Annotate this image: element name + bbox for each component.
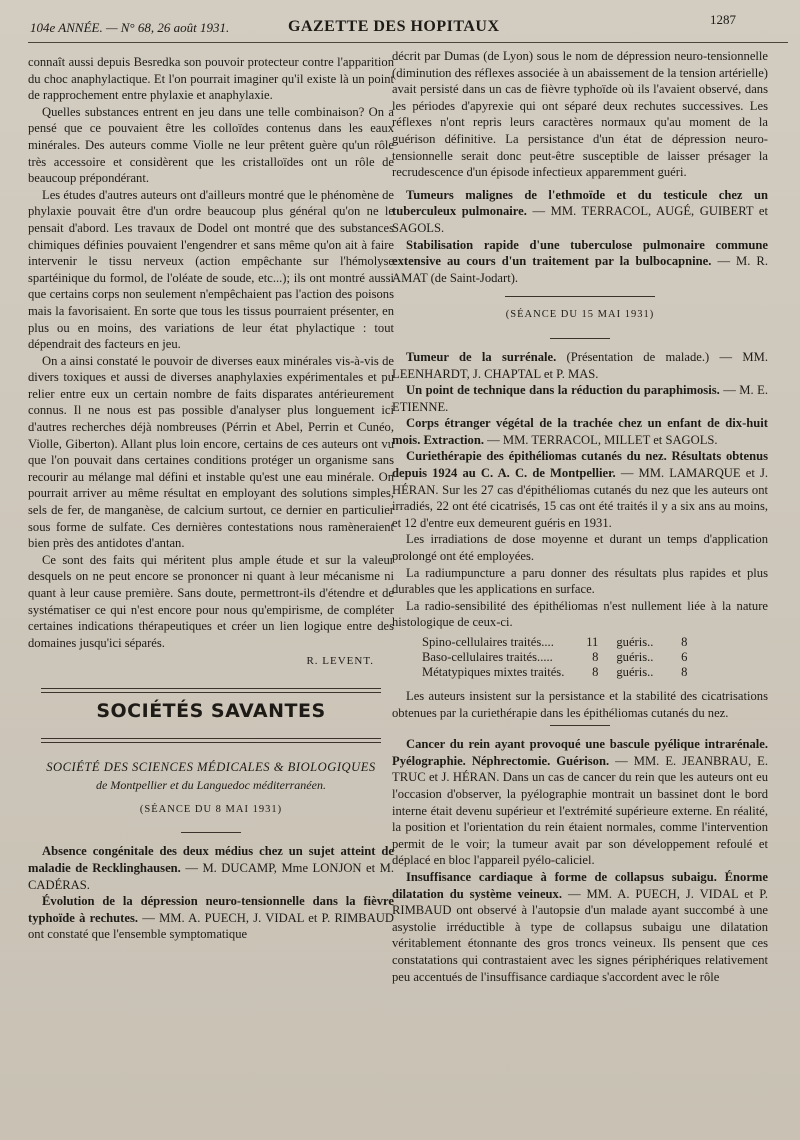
abstract-title: Un point de technique dans la réduction du paraphimosis. <box>406 383 720 398</box>
abstract <box>392 382 768 415</box>
abstract-authors: — MM. E. JEANBRAU, E. TRUC et J. HÉRAN. Dans un cas de cancer du rein que les auteurs ont eu l'occasion d'observer, la pyélographie montrait un bassinet dont le bord interne était devenu supérieur et l'extrémité supérieure externe. En réalité, la position et l'orientation du rein étaient normales, comme l'intervention permit de le voir; la tumeur avait par son développement refoulé et déplacé en bloc l'appareil pyélo-caliciel. <box>392 753 768 868</box>
seance-date: (SÉANCE DU 8 MAI 1931) <box>139 803 283 815</box>
issue-info: 104e ANNÉE. — N° 68, 26 août 1931. <box>30 20 230 35</box>
section-divider <box>41 738 381 743</box>
abstract <box>392 237 768 287</box>
abstract <box>392 349 768 382</box>
paragraph: La radiumpuncture a paru donner des résultats plus rapides et plus durables que les applications en surface. <box>392 565 768 597</box>
divider <box>181 832 241 833</box>
paragraph: décrit par Dumas (de Lyon) sous le nom de dépression neuro-tensionnelle (diminution des réflexes associée à un abaissement de la tension artérielle) avait persisté dans un cas de fièvre typhoïde où ils l'avaient observé, dans les périodes d'apyrexie qui ont séparé deux rechutes successives. Les réflexes n'ont repris leurs caractères normaux qu'au moment de la guérison définitive. La persistance d'un état de dépression neuro-tensionnelle serait donc peut-être susceptible de laisser présager la recrudescence d'un épisode infectieux apparemment guéri. <box>392 49 768 180</box>
paragraph: Les auteurs insistent sur la persistance et la stabilité des cicatrisations obtenues par la curiethérapie dans les épithéliomas cutanés du nez. <box>392 689 768 720</box>
journal-title: GAZETTE DES HOPITAUX <box>288 18 500 35</box>
paragraph: Les irradiations de dose moyenne et durant un temps d'application prolongé ont été employées. <box>392 532 768 564</box>
right-column <box>392 48 768 985</box>
abstract-title: Tumeurs malignes de l'ethmoïde et du testicule chez un tuberculeux pulmonaire. <box>392 187 768 219</box>
divider <box>505 296 655 297</box>
society-subtitle: de Montpellier et du Languedoc méditerranéen. <box>96 778 326 793</box>
abstract-authors: (Présentation de malade.) — MM. LEENHARDT, J. CHAPTAL et P. MAS. <box>392 349 768 381</box>
table-cell: 6 <box>681 650 688 664</box>
abstract <box>392 187 768 237</box>
table-row <box>422 665 705 680</box>
paragraph: On a ainsi constaté le pouvoir de diverses eaux minérales vis-à-vis de divers toxiques et aussi de diverses anaphylaxies expérimentales et pu relier entre eux un certain nombre de faits disparates antérieurement connus. Il ne nous est pas possible d'analyser plus longuement ici d'autres recherches déjà nombreuses (Pérrin et Abel, Perrin et Cunéo, Violle, Giberton). Allant plus loin encore, certains de ces auteurs ont vu que l'on pouvait dans certaines conditions protéger un organisme sans recourir au mélange mal défini et instable qu'est une eau minérale. On pourrait arriver au même résultat en employant des solutions simples, sels de fer, de manganèse, de calcium surtout, ce dernier en particulier sous forme de sulfate. Ces dernières contestations nous ramèneraient bien près des antidotes d'antan. <box>28 353 394 551</box>
abstract-authors: — MM. TERRACOL, MILLET et SAGOLS. <box>487 432 718 447</box>
abstract-title: Corps étranger végétal de la trachée chez un enfant de dix-huit mois. Extraction. <box>392 416 768 447</box>
abstract-title: Absence congénitale des deux médius chez un sujet atteint de maladie de Recklinghausen. <box>28 844 394 875</box>
abstract-authors: — M. E. ETIENNE. <box>392 383 768 414</box>
paragraph: connaît aussi depuis Besredka son pouvoir protecteur contre l'apparition du choc anaphylactique. Et l'on pourrait imaginer qu'il existe là un point de rapprochement entre phylaxie et anaphylaxie. <box>28 55 394 103</box>
abstract-title: Curiethérapie des épithéliomas cutanés du nez. Résultats obtenus depuis 1924 au C. A. C. de Montpellier. <box>392 449 768 481</box>
author-signature: R. LEVENT. <box>306 655 374 668</box>
abstract-authors: — M. DUCAMP, Mme LONJON et M. CADÉRAS. <box>28 860 394 892</box>
abstract-title: Cancer du rein ayant provoqué une bascule pyélique intrarénale. Pyélographie. Néphrectomie. Guérison. <box>392 737 768 768</box>
section-title: SOCIÉTÉS SAVANTES <box>96 699 326 722</box>
abstract-authors: — MM. TERRACOL, AUGÉ, GUIBERT et SAGOLS. <box>392 204 769 235</box>
abstract-authors: — M. R. AMAT (de Saint-Jodart). <box>392 254 768 285</box>
table-cell: Métatypiques mixtes traités. <box>422 665 565 679</box>
table-cell: guéris.. <box>616 635 654 649</box>
table-cell: 8 <box>681 635 688 649</box>
paragraph: La radio-sensibilité des épithéliomas n'est nullement liée à la nature histologique de ceux-ci. <box>392 598 768 630</box>
abstract-title: Stabilisation rapide d'une tuberculose pulmonaire commune extensive au cours d'un traitement par la bulbocapnine. <box>392 237 768 269</box>
abstract <box>392 448 768 531</box>
table-cell: Baso-cellulaires traités..... <box>422 650 553 664</box>
paragraph: Les études d'autres auteurs ont d'ailleurs montré que le phénomène de phylaxie pouvait être d'un ordre beaucoup plus général qu'on ne le pensait d'abord. Les travaux de Dodel ont montré que des substances chimiques définies pouvaient l'engendrer et sans même qu'on ait à faire intervenir le tissu nerveux (action empêchante sur l'hémolyse spartéinique du formol, de l'oléate de soude, etc...); ils ont montré aussi que certains corps non seulement n'empêchaient pas l'action des poisons mais la favorisaient. En sorte que tous les tissus pourraient présenter, en plus ou en moins, des variations de leur état phylactique : tout dépendrait des facteurs en jeu. <box>28 187 394 352</box>
abstract <box>392 415 768 448</box>
table-cell: guéris.. <box>616 650 654 664</box>
table-cell: 8 <box>592 650 599 664</box>
abstract <box>28 843 394 893</box>
society-title: SOCIÉTÉ DES SCIENCES MÉDICALES & BIOLOGIQUES <box>46 759 376 774</box>
abstract <box>392 736 768 869</box>
table-row <box>422 635 705 650</box>
divider <box>550 725 610 726</box>
abstract-title: Insuffisance cardiaque à forme de collapsus subaigu. Énorme dilatation du système veineux. <box>392 869 768 901</box>
results-table <box>422 635 705 680</box>
abstract-authors: — MM. A. PUECH, J. VIDAL et P. RIMBAUD ont observé à l'autopsie d'un malade ayant succombé à une asystolie irréductible à type de collapsus subaigu une dilatation véritablement étonnante des gros troncs veineux. Ils pensent que ces constatations qui contrastaient avec les signes périphériques relativement peu accentués de l'insuffisance cardiaque s'accordent avec le rôle <box>392 886 768 984</box>
paragraph: Ce sont des faits qui méritent plus ample étude et sur la valeur desquels on ne peut encore se prononcer ni quant à leur mécanisme ni quant à leur cause première. Sans doute, permettront-ils d'étendre et de systématiser ce qui n'est encore pour nous qu'empirisme, de compléter certaines indications thérapeutiques et créer un lien logique entre des domaines jusqu'ici séparés. <box>28 552 394 650</box>
table-cell: 8 <box>681 665 688 679</box>
page-header <box>0 6 800 46</box>
left-column <box>28 54 394 943</box>
header-rule <box>28 42 788 43</box>
abstract <box>392 869 768 985</box>
section-divider <box>41 688 381 693</box>
paragraph: Quelles substances entrent en jeu dans une telle combinaison? On a pensé que ce pouvaient être les colloïdes contenus dans les eaux minérales. Des auteurs comme Violle ne leur prêtent guère qu'un rôle très accessoire et considèrent que les cristalloïdes ont un rôle de beaucoup prépondérant. <box>28 104 394 186</box>
table-cell: Spino-cellulaires traités.... <box>422 635 554 649</box>
divider <box>550 338 610 339</box>
table-cell: 11 <box>586 635 599 649</box>
abstract-authors: — MM. A. PUECH, J. VIDAL et P. RIMBAUD ont constaté que l'ensemble symptomatique <box>28 910 394 942</box>
abstract-authors: — MM. LAMARQUE et J. HÉRAN. Sur les 27 cas d'épithéliomas cutanés du nez que les auteurs ont irradiés, 22 ont été cicatrisés, 15 cas ont été traités il y a six ans au moins, et 12 d'entre eux demeurent guéris en 1931. <box>392 466 768 530</box>
table-cell: guéris.. <box>616 665 654 679</box>
abstract-title: Tumeur de la surrénale. <box>406 349 557 364</box>
abstract-title: Évolution de la dépression neuro-tensionnelle dans la fièvre typhoïde à rechutes. <box>28 894 394 925</box>
abstract <box>28 893 394 943</box>
page-number: 1287 <box>710 12 736 27</box>
seance-date: (SÉANCE DU 15 MAI 1931) <box>505 309 655 321</box>
table-row <box>422 650 705 665</box>
table-cell: 8 <box>592 665 599 679</box>
